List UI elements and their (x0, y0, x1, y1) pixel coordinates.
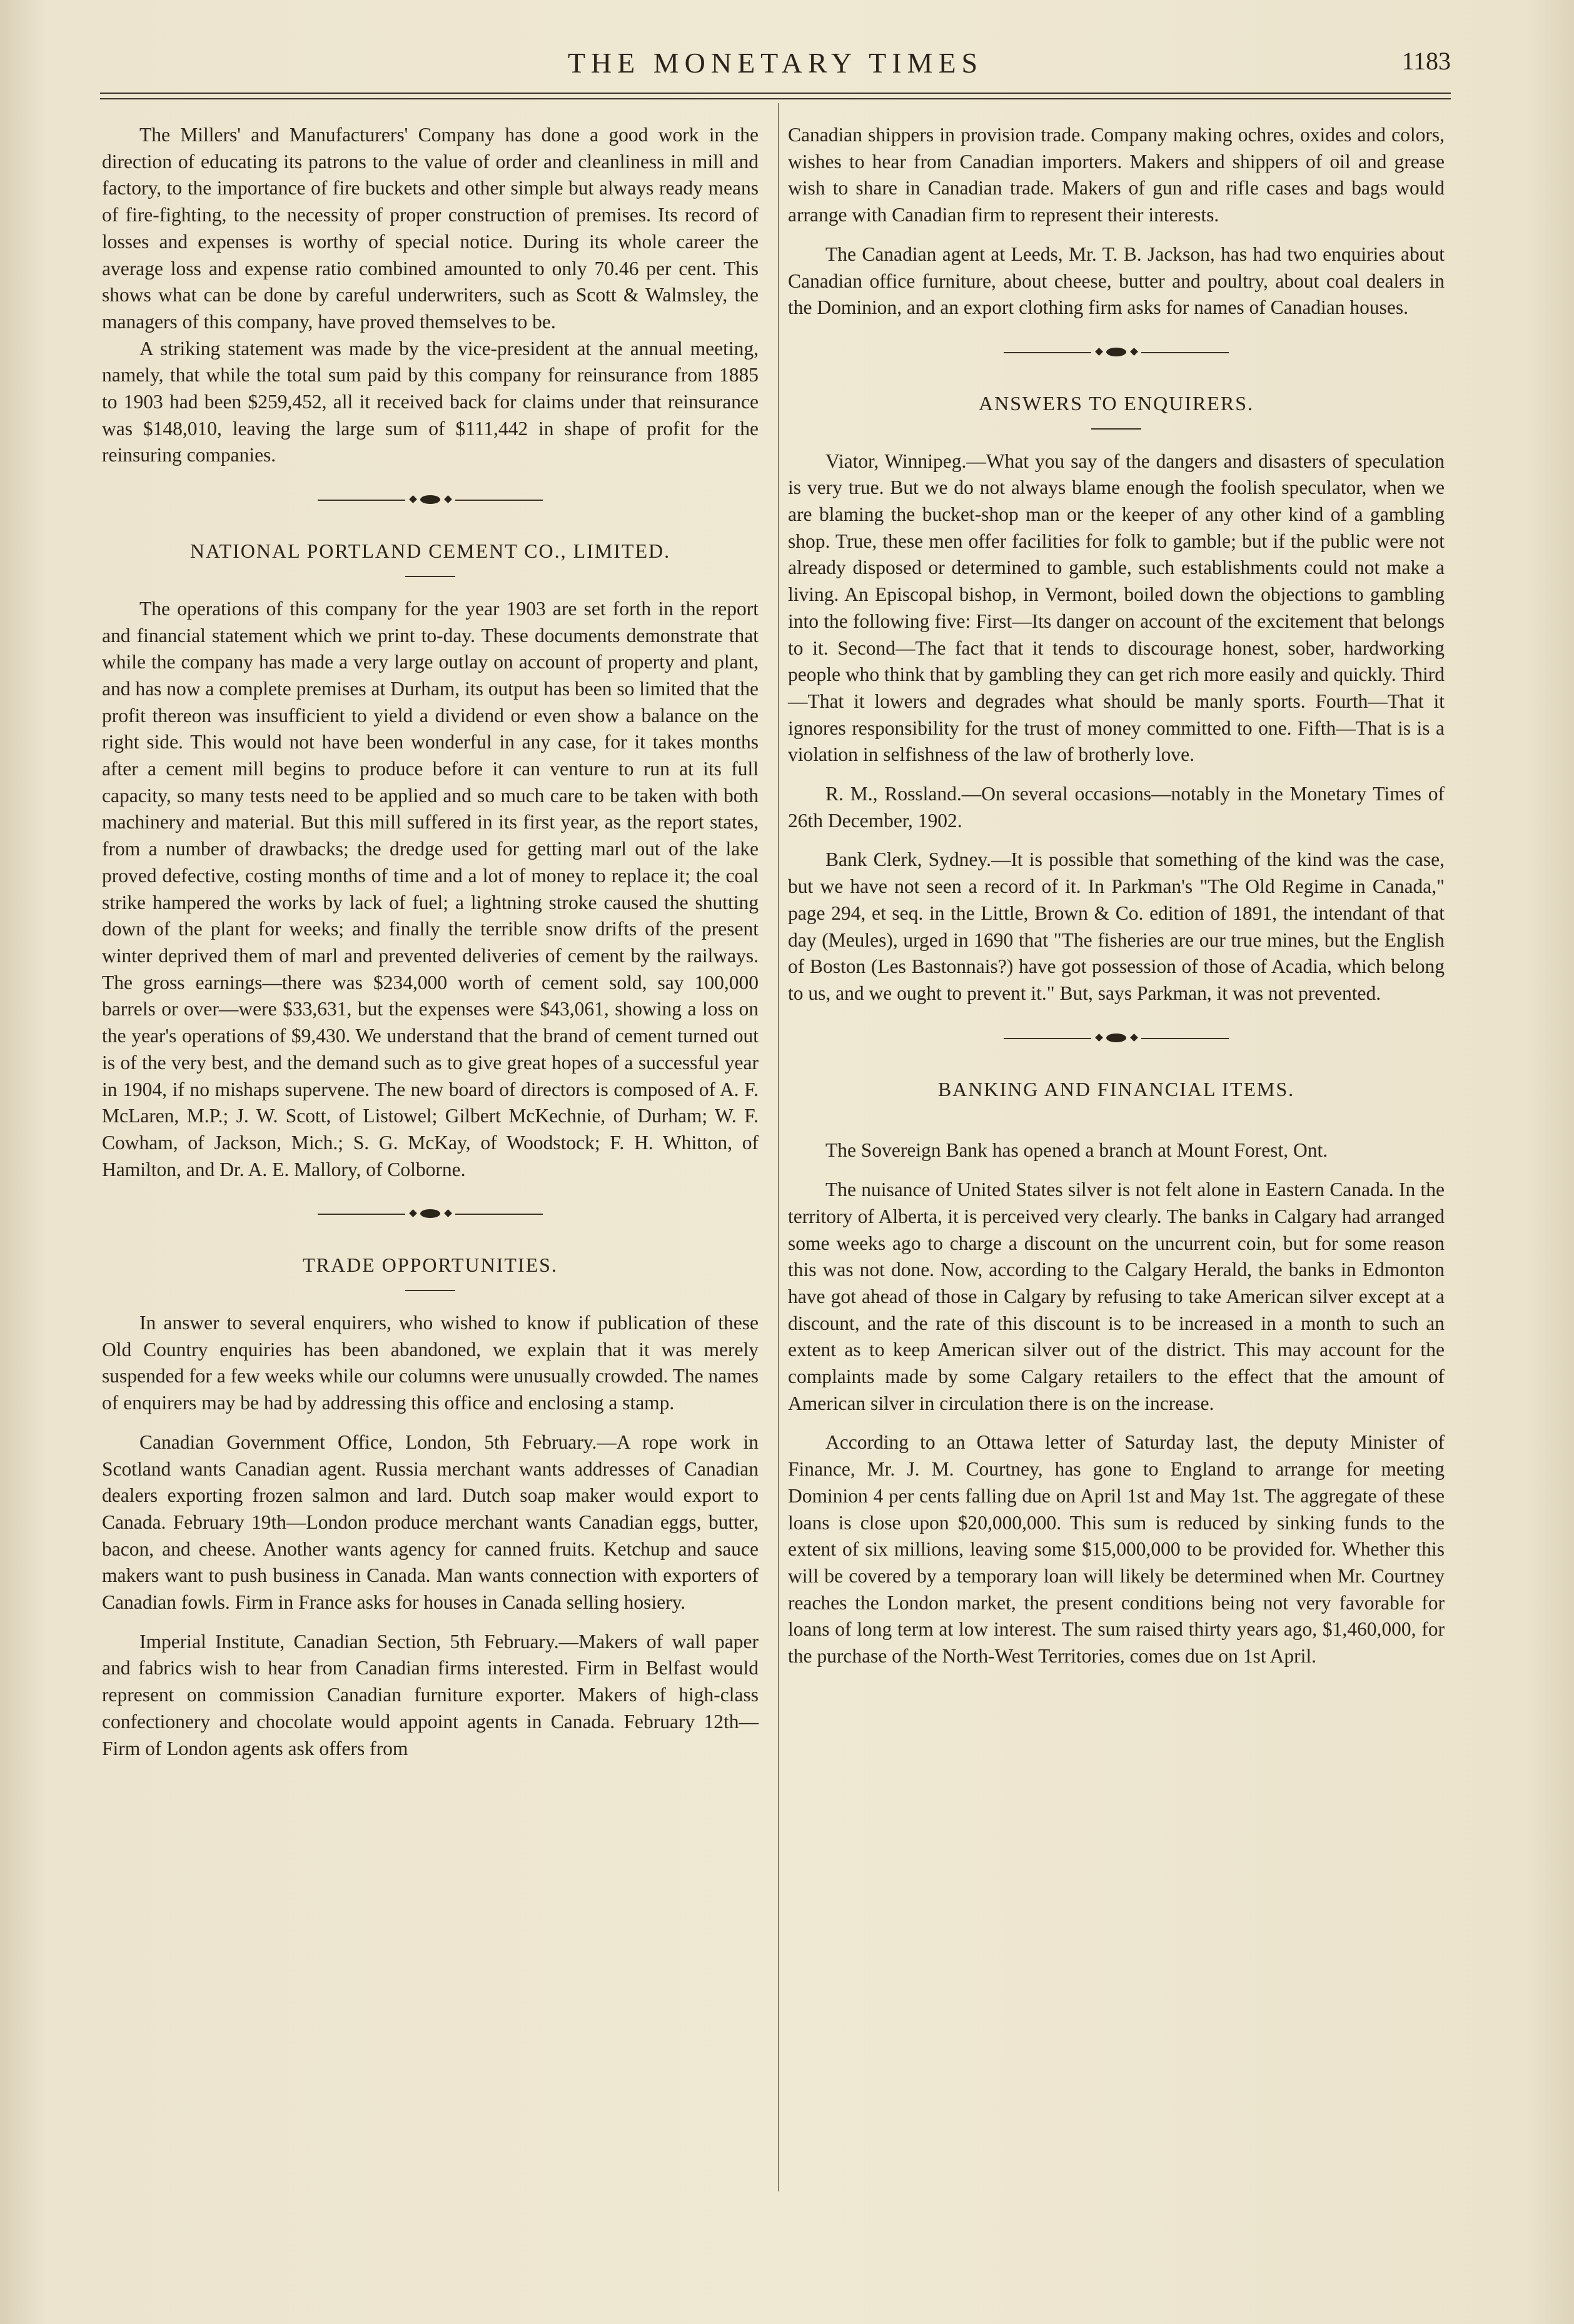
right-column (788, 122, 1445, 1670)
section-ornament (1004, 346, 1229, 359)
paragraph: The operations of this company for the year 1903 are set forth in the report and financial statement which we print to-day. These documents demonstrate that while the company has made a very large outlay on account of property and plant, and has now a complete premises at Durham, its output has been so limited that the profit thereon was insufficient to yield a dividend or even show a balance on the right side. This would not have been wonderful in any case, for it takes months after a cement mill begins to produce before it can venture to run at its full capacity, so many tests need to be applied and so much care to be taken with both machinery and material. But this mill suffered in its first year, as the report states, from a number of drawbacks; the dredge used for getting marl out of the lake proved defective, costing months of time and a lot of money to replace it; the coal strike hampered the works by lack of fuel; a lightning stroke caused the shutting down of the plant for weeks; and finally the terrible snow drifts of the present winter deprived them of marl and prevented deliveries of cement by the railways. The gross earnings—there was $234,000 worth of cement sold, say 100,000 barrels or over—were $33,631, but the expenses were $43,061, showing a loss on the year's operations of $9,430. We understand that the brand of cement turned out is of the very best, and the demand such as to give great hopes of a successful year in 1904, if no mishaps supervene. The new board of directors is composed of A. F. McLaren, M.P.; J. W. Scott, of Listowel; Gilbert McKechnie, of Durham; W. F. Cowham, of Jackson, Mich.; S. G. McKay, of Woodstock; F. H. Whitton, of Hamilton, and Dr. A. E. Mallory, of Colborne. (102, 597, 759, 1180)
publication-title: THE MONETARY TIMES (567, 47, 984, 79)
column-divider (778, 103, 779, 2191)
paragraph: The Sovereign Bank has opened a branch at Mount Forest, Ont. (825, 1139, 1328, 1162)
paragraph: R. M., Rossland.—On several occasions—notably in the Monetary Times of 26th December, 1902. (788, 783, 1445, 832)
heading-rule (1091, 428, 1141, 430)
heading-rule (405, 1290, 455, 1291)
paragraph: Imperial Institute, Canadian Section, 5th February.—Makers of wall paper and fabrics wish to hear from Canadian firms interested. Firm in Belfast would represent on commission Canadian furniture exporter. Makers of high-class confectionery and chocolate would appoint agents in Canada. February 12th—Firm of London agents ask offers from (102, 1630, 759, 1759)
paragraph: Canadian Government Office, London, 5th February.—A rope work in Scotland wants Canadian agent. Russia merchant wants addresses of Canadian dealers exporting frozen salmon and lard. Dutch soap maker would export to Canada. February 19th—London produce merchant wants Canadian eggs, butter, bacon, and cheese. Another wants agency for canned fruits. Ketchup and sauce makers want to push business in Canada. Man wants connection with exporters of Canadian fowls. Firm in France asks for houses in Canada selling hosiery. (102, 1431, 759, 1614)
heading-spacer (1091, 1114, 1141, 1115)
paragraph: The Millers' and Manufacturers' Company has done a good work in the direction of educating its patrons to the value of order and cleanliness in mill and factory, to the importance of fire buckets and other simple but always ready means of fire-fighting, to the necessity of proper construction of premises. Its record of losses and expenses is worthy of special notice. During its whole career the average loss and expense ratio combined amounted to only 70.46 per cent. This shows what can be done by careful underwriters, such as Scott & Walmsley, the managers of this company, have proved themselves to be. (102, 124, 759, 333)
section-heading: NATIONAL PORTLAND CEMENT CO., LIMITED. (189, 540, 671, 563)
masthead (100, 44, 1451, 88)
page-number: 1183 (1401, 47, 1451, 75)
left-column (102, 122, 759, 1762)
masthead-rule (100, 93, 1451, 99)
section-heading: BANKING AND FINANCIAL ITEMS. (937, 1077, 1295, 1100)
section-ornament (1004, 1032, 1229, 1045)
section-ornament (318, 494, 543, 506)
paragraph: The Canadian agent at Leeds, Mr. T. B. Jackson, has had two enquiries about Canadian office furniture, about cheese, butter and poultry, about coal dealers in the Dominion, and an export clothing firm asks for names of Canadian houses. (788, 243, 1445, 319)
paragraph: Canadian shippers in provision trade. Company making ochres, oxides and colors, wishes to hear from Canadian importers. Makers and shippers of oil and grease wish to share in Canadian trade. Makers of gun and rifle cases and bags would arrange with Canadian firm to represent their interests. (788, 124, 1445, 226)
section-heading: ANSWERS TO ENQUIRERS. (979, 391, 1254, 415)
heading-rule (405, 576, 455, 577)
section-heading: TRADE OPPORTUNITIES. (303, 1254, 558, 1277)
section-ornament (318, 1208, 543, 1220)
paragraph: Viator, Winnipeg.—What you say of the dangers and disasters of speculation is very true. But we do not always blame enough the foolish speculator, when we are blaming the bucket-shop man or the keeper of any other kind of a gambling shop. True, these men offer facilities for folk to gamble; but if the public were not already disposed or determined to gamble, such establishments could not make a living. An Episcopal bishop, in Vermont, boiled down the objections to gambling into the following five: First—Its danger on account of the excitement that belongs to it. Second—The fact that it tends to discourage honest, sober, hardworking people who think that by gambling they can get rich more easily and quickly. Third—That it lowers and degrades what should be manly sports. Fourth—That it ignores responsibility for the trust of money committed to one. Fifth—That is is a violation in selfishness of the law of brotherly love. (788, 450, 1445, 766)
paragraph: According to an Ottawa letter of Saturday last, the deputy Minister of Finance, Mr. J. M. Courtney, has gone to England to arrange for meeting Dominion 4 per cents falling due on April 1st and May 1st. The aggregate of these loans is close upon $20,000,000. This sum is reduced by sinking funds to the extent of six millions, leaving some $15,000,000 to be provided for. Whether this will be covered by a temporary loan will likely be determined when Mr. Courtney reaches the London market, the present conditions being not very favorable for loans of long term at low interest. The sum raised thirty years ago, $1,460,000, for the purchase of the North-West Territories, comes due on 1st April. (788, 1431, 1445, 1668)
paragraph: A striking statement was made by the vice-president at the annual meeting, namely, that while the total sum paid by this company for reinsurance from 1885 to 1903 had been $259,452, all it received back for claims under that reinsurance was $148,010, leaving the large sum of $111,442 in shape of profit for the reinsuring companies. (102, 337, 759, 466)
paragraph: The nuisance of United States silver is not felt alone in Eastern Canada. In the territory of Alberta, it is perceived very clearly. The banks in Calgary had arranged some weeks ago to charge a discount on the uncurrent coin, but for some reason this was not done. Now, according to the Calgary Herald, the banks in Edmonton have got ahead of those in Calgary by refusing to take American silver except at a discount, and the rate of this discount is to be increased in a month to such an extent as to keep American silver out of the district. This may account for the complaints made by some Calgary retailers to the effect that the amount of American silver in circulation there is on the increase. (788, 1179, 1445, 1414)
paragraph: In answer to several enquirers, who wished to know if publication of these Old Country enquiries has been abandoned, we explain that it was merely suspended for a few weeks while our columns were unusually crowded. The names of enquirers may be had by addressing this office and enclosing a stamp. (102, 1312, 759, 1414)
paragraph: Bank Clerk, Sydney.—It is possible that something of the kind was the case, but we have not seen a record of it. In Parkman's "The Old Regime in Canada," page 294, et seq. in the Little, Brown & Co. edition of 1891, the intendant of that day (Meules), urged in 1690 that "The fisheries are our true mines, but the English of Boston (Les Bastonnais?) have got possession of those of Acadia, which belong to us, and we ought to prevent it." But, says Parkman, it was not prevented. (788, 848, 1445, 1004)
